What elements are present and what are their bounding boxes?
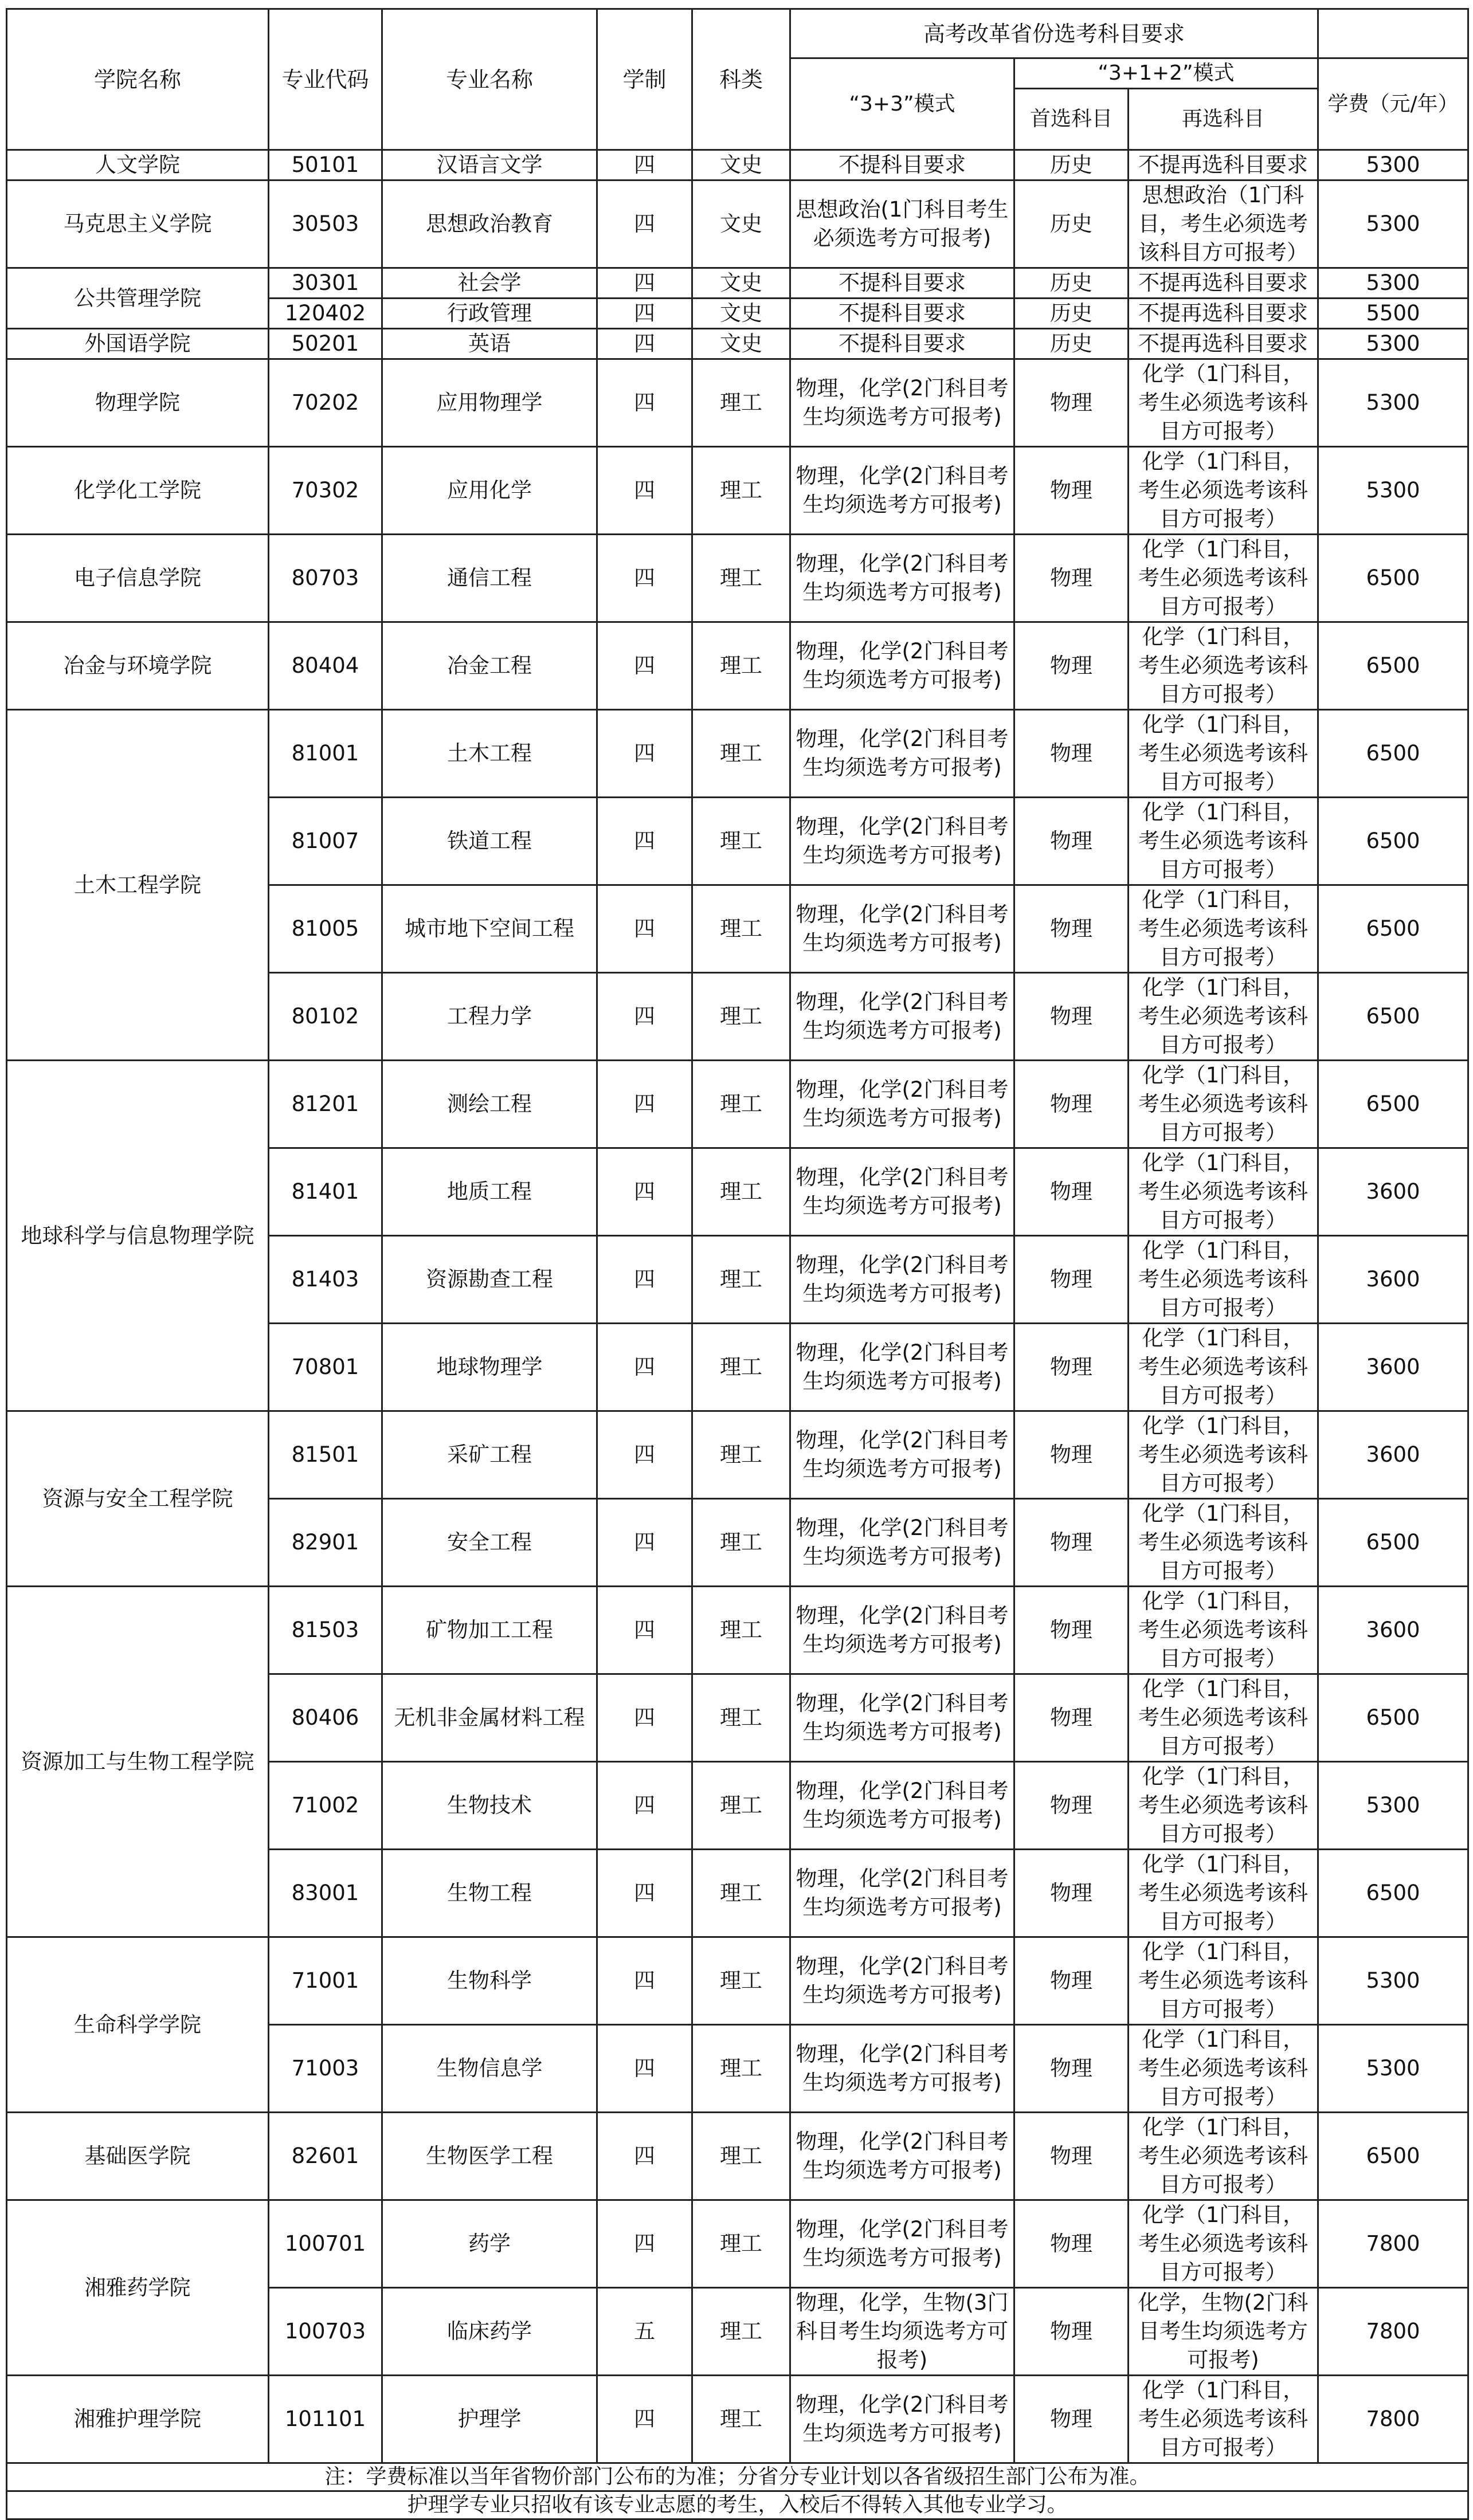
second-subject-cell: 化学（1门科目，考生必须选考该科目方可报考） <box>1129 1937 1318 2025</box>
category-cell: 理工 <box>692 2025 790 2113</box>
second-subject-cell: 化学（1门科目，考生必须选考该科目方可报考） <box>1129 447 1318 535</box>
major-name-cell: 矿物加工工程 <box>382 1587 597 1674</box>
second-subject-cell: 化学（1门科目，考生必须选考该科目方可报考） <box>1129 535 1318 622</box>
second-subject-cell: 化学（1门科目，考生必须选考该科目方可报考） <box>1129 1674 1318 1762</box>
second-subject-cell: 不提再选科目要求 <box>1129 329 1318 359</box>
mode33-requirement-cell: 不提科目要求 <box>790 299 1014 329</box>
second-subject-cell: 化学（1门科目，考生必须选考该科目方可报考） <box>1129 2376 1318 2463</box>
header-years: 学制 <box>597 9 692 150</box>
header-empty-cell <box>1318 9 1468 58</box>
category-cell: 文史 <box>692 180 790 268</box>
tuition-fee-cell: 5300 <box>1318 447 1468 535</box>
category-cell: 文史 <box>692 268 790 299</box>
first-subject-cell: 物理 <box>1014 2288 1129 2376</box>
college-name-cell: 湘雅药学院 <box>7 2200 269 2376</box>
table-row <box>7 1061 1468 1148</box>
mode33-requirement-cell: 不提科目要求 <box>790 329 1014 359</box>
duration-cell: 四 <box>597 1061 692 1148</box>
college-name-cell: 资源加工与生物工程学院 <box>7 1587 269 1937</box>
major-code-cell: 80703 <box>269 535 382 622</box>
mode33-requirement-cell: 物理，化学(2门科目考生均须选考方可报考) <box>790 1587 1014 1674</box>
mode33-requirement-cell: 物理，化学(2门科目考生均须选考方可报考) <box>790 2200 1014 2288</box>
header-fee: 学费（元/年） <box>1318 58 1468 150</box>
mode33-requirement-cell: 物理，化学(2门科目考生均须选考方可报考) <box>790 1850 1014 1937</box>
major-name-cell: 工程力学 <box>382 973 597 1061</box>
college-name-cell: 湘雅护理学院 <box>7 2376 269 2463</box>
college-name-cell: 冶金与环境学院 <box>7 622 269 710</box>
first-subject-cell: 物理 <box>1014 973 1129 1061</box>
tuition-fee-cell: 5300 <box>1318 359 1468 447</box>
first-subject-cell: 物理 <box>1014 1850 1129 1937</box>
first-subject-cell: 物理 <box>1014 622 1129 710</box>
second-subject-cell: 化学（1门科目，考生必须选考该科目方可报考） <box>1129 973 1318 1061</box>
first-subject-cell: 物理 <box>1014 447 1129 535</box>
major-name-cell: 应用化学 <box>382 447 597 535</box>
tuition-fee-cell: 3600 <box>1318 1324 1468 1411</box>
mode33-requirement-cell: 物理，化学(2门科目考生均须选考方可报考) <box>790 1411 1014 1499</box>
first-subject-cell: 历史 <box>1014 268 1129 299</box>
mode33-requirement-cell: 物理，化学(2门科目考生均须选考方可报考) <box>790 1674 1014 1762</box>
second-subject-cell: 化学（1门科目，考生必须选考该科目方可报考） <box>1129 1587 1318 1674</box>
major-name-cell: 生物工程 <box>382 1850 597 1937</box>
table-row <box>7 1587 1468 1674</box>
major-name-cell: 城市地下空间工程 <box>382 885 597 973</box>
mode33-requirement-cell: 不提科目要求 <box>790 150 1014 180</box>
major-name-cell: 资源勘查工程 <box>382 1236 597 1324</box>
duration-cell: 四 <box>597 2200 692 2288</box>
first-subject-cell: 物理 <box>1014 1762 1129 1850</box>
duration-cell: 四 <box>597 1937 692 2025</box>
duration-cell: 四 <box>597 973 692 1061</box>
category-cell: 文史 <box>692 299 790 329</box>
major-code-cell: 70202 <box>269 359 382 447</box>
major-name-cell: 铁道工程 <box>382 798 597 885</box>
duration-cell: 四 <box>597 2376 692 2463</box>
first-subject-cell: 物理 <box>1014 798 1129 885</box>
first-subject-cell: 历史 <box>1014 329 1129 359</box>
second-subject-cell: 化学（1门科目，考生必须选考该科目方可报考） <box>1129 1324 1318 1411</box>
major-code-cell: 81503 <box>269 1587 382 1674</box>
mode33-requirement-cell: 物理，化学(2门科目考生均须选考方可报考) <box>790 535 1014 622</box>
major-code-cell: 81005 <box>269 885 382 973</box>
tuition-fee-cell: 5300 <box>1318 268 1468 299</box>
college-name-cell: 物理学院 <box>7 359 269 447</box>
header-reform-requirement: 高考改革省份选考科目要求 <box>790 9 1318 58</box>
table-row <box>7 1937 1468 2025</box>
major-name-cell: 汉语言文学 <box>382 150 597 180</box>
table-row <box>7 622 1468 710</box>
mode33-requirement-cell: 物理，化学(2门科目考生均须选考方可报考) <box>790 2113 1014 2200</box>
major-code-cell: 83001 <box>269 1850 382 1937</box>
table-row <box>7 2200 1468 2288</box>
category-cell: 理工 <box>692 1674 790 1762</box>
tuition-fee-cell: 6500 <box>1318 710 1468 798</box>
college-name-cell: 电子信息学院 <box>7 535 269 622</box>
second-subject-cell: 化学（1门科目，考生必须选考该科目方可报考） <box>1129 1499 1318 1587</box>
table-row <box>7 268 1468 299</box>
major-code-cell: 80102 <box>269 973 382 1061</box>
category-cell: 理工 <box>692 1411 790 1499</box>
college-name-cell: 化学化工学院 <box>7 447 269 535</box>
college-name-cell: 马克思主义学院 <box>7 180 269 268</box>
college-name-cell: 人文学院 <box>7 150 269 180</box>
major-name-cell: 思想政治教育 <box>382 180 597 268</box>
major-name-cell: 地球物理学 <box>382 1324 597 1411</box>
category-cell: 理工 <box>692 1937 790 2025</box>
tuition-fee-cell: 6500 <box>1318 1499 1468 1587</box>
college-name-cell: 基础医学院 <box>7 2113 269 2200</box>
tuition-fee-cell: 6500 <box>1318 1674 1468 1762</box>
header-second-subject: 再选科目 <box>1129 89 1318 150</box>
duration-cell: 四 <box>597 622 692 710</box>
category-cell: 理工 <box>692 710 790 798</box>
duration-cell: 四 <box>597 2113 692 2200</box>
duration-cell: 四 <box>597 150 692 180</box>
major-code-cell: 71003 <box>269 2025 382 2113</box>
major-code-cell: 50201 <box>269 329 382 359</box>
second-subject-cell: 化学（1门科目，考生必须选考该科目方可报考） <box>1129 1061 1318 1148</box>
tuition-fee-cell: 7800 <box>1318 2376 1468 2463</box>
duration-cell: 四 <box>597 1850 692 1937</box>
table-row <box>7 2113 1468 2200</box>
mode33-requirement-cell: 不提科目要求 <box>790 268 1014 299</box>
mode33-requirement-cell: 物理，化学(2门科目考生均须选考方可报考) <box>790 447 1014 535</box>
mode33-requirement-cell: 物理，化学(2门科目考生均须选考方可报考) <box>790 1061 1014 1148</box>
second-subject-cell: 思想政治（1门科目，考生必须选考该科目方可报考） <box>1129 180 1318 268</box>
tuition-fee-cell: 3600 <box>1318 1411 1468 1499</box>
table-row <box>7 2376 1468 2463</box>
note-nursing: 护理学专业只招收有该专业志愿的考生，入校后不得转入其他专业学习。 <box>7 2491 1468 2519</box>
duration-cell: 四 <box>597 299 692 329</box>
major-code-cell: 81403 <box>269 1236 382 1324</box>
major-name-cell: 土木工程 <box>382 710 597 798</box>
category-cell: 理工 <box>692 1324 790 1411</box>
table-row <box>7 447 1468 535</box>
major-code-cell: 30301 <box>269 268 382 299</box>
category-cell: 理工 <box>692 798 790 885</box>
tuition-fee-cell: 3600 <box>1318 1148 1468 1236</box>
category-cell: 理工 <box>692 1587 790 1674</box>
header-college: 学院名称 <box>7 9 269 150</box>
tuition-fee-cell: 6500 <box>1318 973 1468 1061</box>
tuition-fee-cell: 7800 <box>1318 2200 1468 2288</box>
category-cell: 理工 <box>692 2200 790 2288</box>
duration-cell: 四 <box>597 885 692 973</box>
category-cell: 理工 <box>692 885 790 973</box>
tuition-fee-cell: 5300 <box>1318 150 1468 180</box>
duration-cell: 四 <box>597 329 692 359</box>
mode33-requirement-cell: 物理，化学(2门科目考生均须选考方可报考) <box>790 1236 1014 1324</box>
major-name-cell: 冶金工程 <box>382 622 597 710</box>
table-row <box>7 329 1468 359</box>
first-subject-cell: 物理 <box>1014 2376 1129 2463</box>
college-name-cell: 土木工程学院 <box>7 710 269 1061</box>
first-subject-cell: 物理 <box>1014 2113 1129 2200</box>
major-name-cell: 生物技术 <box>382 1762 597 1850</box>
admission-table-sheet <box>6 8 1467 2520</box>
major-name-cell: 生物科学 <box>382 1937 597 2025</box>
tuition-fee-cell: 6500 <box>1318 1061 1468 1148</box>
major-code-cell: 81501 <box>269 1411 382 1499</box>
tuition-fee-cell: 6500 <box>1318 798 1468 885</box>
header-mode-33: “3+3”模式 <box>790 58 1014 150</box>
table-row <box>7 150 1468 180</box>
tuition-fee-cell: 7800 <box>1318 2288 1468 2376</box>
major-code-cell: 81401 <box>269 1148 382 1236</box>
tuition-fee-cell: 3600 <box>1318 1587 1468 1674</box>
first-subject-cell: 物理 <box>1014 2025 1129 2113</box>
major-name-cell: 英语 <box>382 329 597 359</box>
tuition-fee-cell: 5300 <box>1318 1937 1468 2025</box>
mode33-requirement-cell: 物理，化学(2门科目考生均须选考方可报考) <box>790 2376 1014 2463</box>
major-code-cell: 80406 <box>269 1674 382 1762</box>
second-subject-cell: 化学（1门科目，考生必须选考该科目方可报考） <box>1129 2025 1318 2113</box>
mode33-requirement-cell: 物理，化学(2门科目考生均须选考方可报考) <box>790 710 1014 798</box>
major-name-cell: 生物信息学 <box>382 2025 597 2113</box>
major-code-cell: 71001 <box>269 1937 382 2025</box>
duration-cell: 四 <box>597 1411 692 1499</box>
note-fee-standard: 注：学费标准以当年省物价部门公布的为准；分省分专业计划以各省级招生部门公布为准。 <box>7 2463 1468 2491</box>
mode33-requirement-cell: 物理，化学(2门科目考生均须选考方可报考) <box>790 885 1014 973</box>
duration-cell: 四 <box>597 1762 692 1850</box>
category-cell: 理工 <box>692 622 790 710</box>
major-code-cell: 100701 <box>269 2200 382 2288</box>
second-subject-cell: 化学（1门科目，考生必须选考该科目方可报考） <box>1129 622 1318 710</box>
duration-cell: 四 <box>597 535 692 622</box>
tuition-fee-cell: 5300 <box>1318 329 1468 359</box>
major-code-cell: 70302 <box>269 447 382 535</box>
second-subject-cell: 化学（1门科目，考生必须选考该科目方可报考） <box>1129 710 1318 798</box>
tuition-fee-cell: 6500 <box>1318 622 1468 710</box>
second-subject-cell: 化学，生物(2门科目考生均须选考方可报考) <box>1129 2288 1318 2376</box>
category-cell: 理工 <box>692 973 790 1061</box>
category-cell: 文史 <box>692 150 790 180</box>
category-cell: 理工 <box>692 1236 790 1324</box>
tuition-fee-cell: 6500 <box>1318 885 1468 973</box>
category-cell: 理工 <box>692 1148 790 1236</box>
second-subject-cell: 不提再选科目要求 <box>1129 150 1318 180</box>
tuition-fee-cell: 5300 <box>1318 1762 1468 1850</box>
major-name-cell: 测绘工程 <box>382 1061 597 1148</box>
category-cell: 理工 <box>692 2376 790 2463</box>
college-name-cell: 资源与安全工程学院 <box>7 1411 269 1587</box>
first-subject-cell: 物理 <box>1014 359 1129 447</box>
major-code-cell: 80404 <box>269 622 382 710</box>
duration-cell: 四 <box>597 2025 692 2113</box>
first-subject-cell: 物理 <box>1014 1148 1129 1236</box>
major-name-cell: 无机非金属材料工程 <box>382 1674 597 1762</box>
admission-table <box>6 8 1469 2520</box>
tuition-fee-cell: 6500 <box>1318 1850 1468 1937</box>
mode33-requirement-cell: 物理，化学(2门科目考生均须选考方可报考) <box>790 622 1014 710</box>
tuition-fee-cell: 6500 <box>1318 2113 1468 2200</box>
major-code-cell: 81001 <box>269 710 382 798</box>
mode33-requirement-cell: 物理，化学(2门科目考生均须选考方可报考) <box>790 973 1014 1061</box>
duration-cell: 四 <box>597 1674 692 1762</box>
college-name-cell: 生命科学学院 <box>7 1937 269 2113</box>
college-name-cell: 公共管理学院 <box>7 268 269 329</box>
first-subject-cell: 物理 <box>1014 2200 1129 2288</box>
first-subject-cell: 历史 <box>1014 150 1129 180</box>
second-subject-cell: 化学（1门科目，考生必须选考该科目方可报考） <box>1129 2200 1318 2288</box>
first-subject-cell: 物理 <box>1014 1937 1129 2025</box>
category-cell: 理工 <box>692 2288 790 2376</box>
first-subject-cell: 物理 <box>1014 535 1129 622</box>
duration-cell: 四 <box>597 268 692 299</box>
duration-cell: 四 <box>597 180 692 268</box>
second-subject-cell: 化学（1门科目，考生必须选考该科目方可报考） <box>1129 1236 1318 1324</box>
mode33-requirement-cell: 物理，化学(2门科目考生均须选考方可报考) <box>790 2025 1014 2113</box>
second-subject-cell: 化学（1门科目，考生必须选考该科目方可报考） <box>1129 1850 1318 1937</box>
major-name-cell: 护理学 <box>382 2376 597 2463</box>
second-subject-cell: 化学（1门科目，考生必须选考该科目方可报考） <box>1129 1411 1318 1499</box>
first-subject-cell: 物理 <box>1014 1587 1129 1674</box>
second-subject-cell: 不提再选科目要求 <box>1129 299 1318 329</box>
second-subject-cell: 不提再选科目要求 <box>1129 268 1318 299</box>
first-subject-cell: 物理 <box>1014 1674 1129 1762</box>
tuition-fee-cell: 5500 <box>1318 299 1468 329</box>
table-row <box>7 180 1468 268</box>
mode33-requirement-cell: 物理，化学(2门科目考生均须选考方可报考) <box>790 1148 1014 1236</box>
duration-cell: 四 <box>597 798 692 885</box>
college-name-cell: 地球科学与信息物理学院 <box>7 1061 269 1411</box>
second-subject-cell: 化学（1门科目，考生必须选考该科目方可报考） <box>1129 885 1318 973</box>
header-code: 专业代码 <box>269 9 382 150</box>
category-cell: 理工 <box>692 447 790 535</box>
category-cell: 理工 <box>692 1499 790 1587</box>
second-subject-cell: 化学（1门科目，考生必须选考该科目方可报考） <box>1129 1762 1318 1850</box>
first-subject-cell: 物理 <box>1014 1411 1129 1499</box>
major-name-cell: 临床药学 <box>382 2288 597 2376</box>
major-code-cell: 71002 <box>269 1762 382 1850</box>
category-cell: 理工 <box>692 535 790 622</box>
major-name-cell: 药学 <box>382 2200 597 2288</box>
second-subject-cell: 化学（1门科目，考生必须选考该科目方可报考） <box>1129 798 1318 885</box>
category-cell: 文史 <box>692 329 790 359</box>
duration-cell: 四 <box>597 447 692 535</box>
duration-cell: 四 <box>597 1324 692 1411</box>
category-cell: 理工 <box>692 1850 790 1937</box>
tuition-fee-cell: 5300 <box>1318 180 1468 268</box>
table-row <box>7 1411 1468 1499</box>
major-code-cell: 100703 <box>269 2288 382 2376</box>
tuition-fee-cell: 5300 <box>1318 2025 1468 2113</box>
first-subject-cell: 物理 <box>1014 1061 1129 1148</box>
major-code-cell: 70801 <box>269 1324 382 1411</box>
major-code-cell: 81007 <box>269 798 382 885</box>
first-subject-cell: 物理 <box>1014 1499 1129 1587</box>
major-name-cell: 社会学 <box>382 268 597 299</box>
major-code-cell: 82901 <box>269 1499 382 1587</box>
tuition-fee-cell: 6500 <box>1318 535 1468 622</box>
first-subject-cell: 物理 <box>1014 1324 1129 1411</box>
category-cell: 理工 <box>692 359 790 447</box>
mode33-requirement-cell: 物理，化学(2门科目考生均须选考方可报考) <box>790 1324 1014 1411</box>
major-name-cell: 通信工程 <box>382 535 597 622</box>
major-code-cell: 120402 <box>269 299 382 329</box>
first-subject-cell: 历史 <box>1014 299 1129 329</box>
table-row <box>7 535 1468 622</box>
college-name-cell: 外国语学院 <box>7 329 269 359</box>
mode33-requirement-cell: 物理，化学(2门科目考生均须选考方可报考) <box>790 359 1014 447</box>
first-subject-cell: 物理 <box>1014 1236 1129 1324</box>
major-name-cell: 采矿工程 <box>382 1411 597 1499</box>
table-row <box>7 710 1468 798</box>
category-cell: 理工 <box>692 2113 790 2200</box>
duration-cell: 四 <box>597 359 692 447</box>
header-first-subject: 首选科目 <box>1014 89 1129 150</box>
second-subject-cell: 化学（1门科目，考生必须选考该科目方可报考） <box>1129 1148 1318 1236</box>
second-subject-cell: 化学（1门科目，考生必须选考该科目方可报考） <box>1129 359 1318 447</box>
major-code-cell: 30503 <box>269 180 382 268</box>
major-code-cell: 101101 <box>269 2376 382 2463</box>
table-row <box>7 359 1468 447</box>
mode33-requirement-cell: 物理，化学(2门科目考生均须选考方可报考) <box>790 798 1014 885</box>
header-major: 专业名称 <box>382 9 597 150</box>
major-name-cell: 安全工程 <box>382 1499 597 1587</box>
duration-cell: 四 <box>597 1148 692 1236</box>
tuition-fee-cell: 3600 <box>1318 1236 1468 1324</box>
major-name-cell: 行政管理 <box>382 299 597 329</box>
major-code-cell: 50101 <box>269 150 382 180</box>
duration-cell: 四 <box>597 1499 692 1587</box>
major-code-cell: 81201 <box>269 1061 382 1148</box>
first-subject-cell: 物理 <box>1014 710 1129 798</box>
second-subject-cell: 化学（1门科目，考生必须选考该科目方可报考） <box>1129 2113 1318 2200</box>
duration-cell: 四 <box>597 1236 692 1324</box>
major-name-cell: 地质工程 <box>382 1148 597 1236</box>
major-name-cell: 应用物理学 <box>382 359 597 447</box>
major-name-cell: 生物医学工程 <box>382 2113 597 2200</box>
mode33-requirement-cell: 物理，化学，生物(3门科目考生均须选考方可报考) <box>790 2288 1014 2376</box>
category-cell: 理工 <box>692 1061 790 1148</box>
duration-cell: 四 <box>597 710 692 798</box>
major-code-cell: 82601 <box>269 2113 382 2200</box>
first-subject-cell: 物理 <box>1014 885 1129 973</box>
duration-cell: 四 <box>597 1587 692 1674</box>
mode33-requirement-cell: 物理，化学(2门科目考生均须选考方可报考) <box>790 1499 1014 1587</box>
first-subject-cell: 历史 <box>1014 180 1129 268</box>
mode33-requirement-cell: 物理，化学(2门科目考生均须选考方可报考) <box>790 1762 1014 1850</box>
mode33-requirement-cell: 思想政治(1门科目考生必须选考方可报考) <box>790 180 1014 268</box>
mode33-requirement-cell: 物理，化学(2门科目考生均须选考方可报考) <box>790 1937 1014 2025</box>
header-category: 科类 <box>692 9 790 150</box>
duration-cell: 五 <box>597 2288 692 2376</box>
category-cell: 理工 <box>692 1762 790 1850</box>
header-mode-312: “3+1+2”模式 <box>1014 58 1318 89</box>
